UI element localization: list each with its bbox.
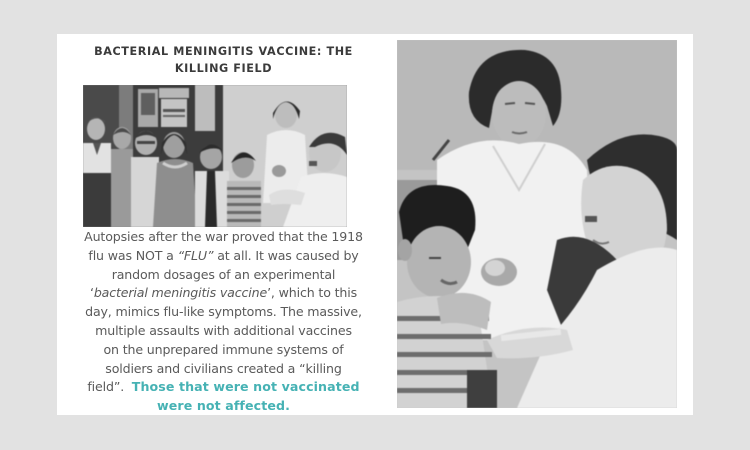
body-line-8: soldiers and civilians created a “killing xyxy=(105,360,342,376)
body-line-4: ‘bacterial meningitis vaccine’, which to this xyxy=(89,285,358,301)
body-line-5: day, mimics flu-like symptoms. The massive, xyxy=(85,304,362,320)
body-line-7: on the unprepared immune systems of xyxy=(103,341,344,357)
article-card xyxy=(57,34,390,415)
photo-vaccination-closeup-icon xyxy=(397,40,677,408)
vaccination-closeup-photo xyxy=(397,40,677,408)
article-title-line-2: KILLING FIELD xyxy=(174,62,273,75)
content-panel xyxy=(57,34,693,415)
highlight-text: were not affected. xyxy=(157,398,290,414)
body-line-1: Autopsies after the war proved that the 1918 xyxy=(84,229,363,244)
body-line-3: random dosages of an experimental xyxy=(111,266,336,282)
vaccination-line-photo xyxy=(83,85,347,227)
article-title-line-1: BACTERIAL MENINGITIS VACCINE: THE xyxy=(94,45,353,58)
highlight-text: Those that were not vaccinated xyxy=(131,379,360,395)
article-title xyxy=(57,43,390,77)
body-line-9: field”. Those that were not vaccinated xyxy=(87,379,360,395)
photo-vaccination-line-icon xyxy=(83,85,347,227)
body-line-2: flu was NOT a “FLU” at all. It was caused by xyxy=(88,247,359,263)
body-line-10 xyxy=(61,397,386,416)
body-line-6: multiple assaults with additional vaccines xyxy=(95,322,352,338)
article-body xyxy=(61,228,386,416)
